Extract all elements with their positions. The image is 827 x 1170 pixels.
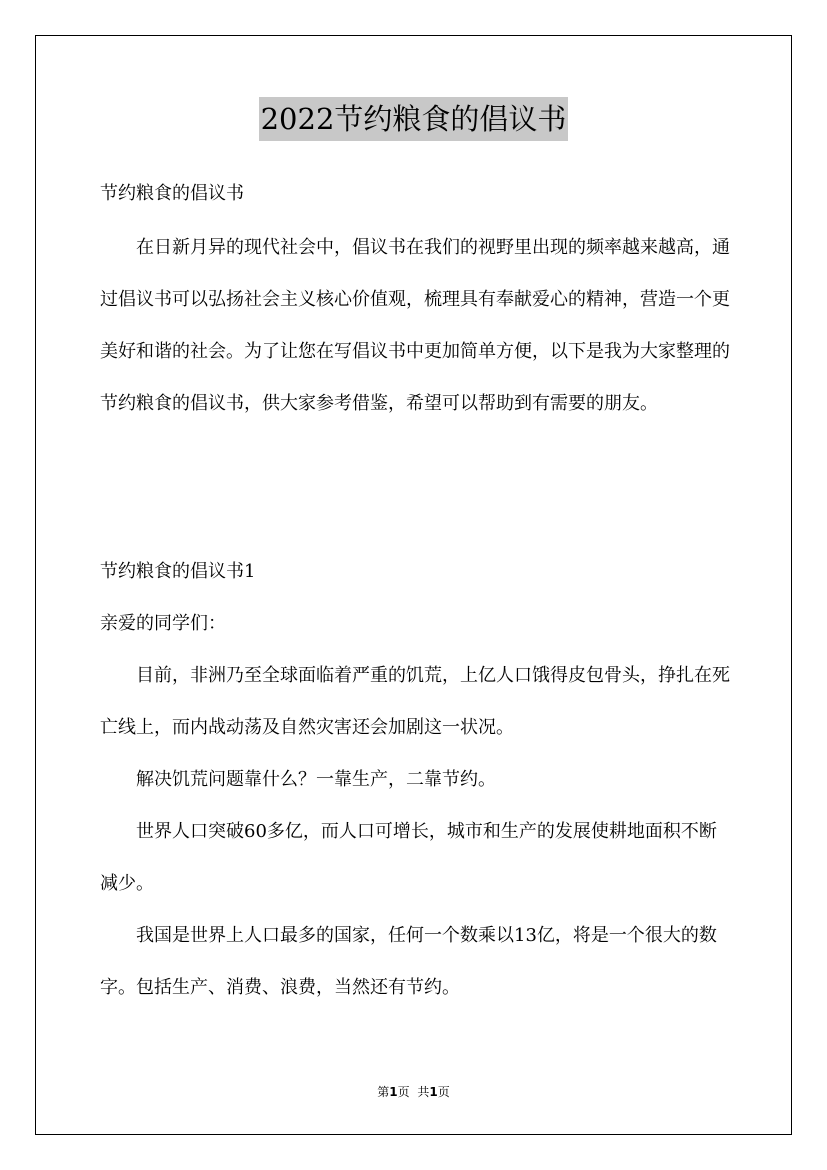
- intro-section: [100, 222, 730, 430]
- page-footer: [0, 1083, 827, 1100]
- section-1: [100, 546, 730, 1014]
- intro-paragraph: 在日新月异的现代社会中，倡议书在我们的视野里出现的频率越来越高，通过倡议书可以弘扬社会主义核心价值观，梳理具有奉献爱心的精神，营造一个更美好和谐的社会。为了让您在写倡议书中更加简单方便，以下是我为大家整理的节约粮食的倡议书，供大家参考借鉴，希望可以帮助到有需要的朋友。: [100, 237, 730, 414]
- paragraph-2: 解决饥荒问题靠什么？一靠生产，二靠节约。: [136, 769, 496, 790]
- section-1-heading: 节约粮食的倡议书1: [100, 561, 256, 582]
- footer-page-prefix: 第: [377, 1085, 390, 1099]
- footer-total-prefix: 共: [417, 1085, 430, 1099]
- footer-total-suffix: 页: [437, 1085, 450, 1099]
- paragraph-1: 目前，非洲乃至全球面临着严重的饥荒，上亿人口饿得皮包骨头，挣扎在死亡线上，而内战动荡及自然灾害还会加剧这一状况。: [100, 665, 730, 738]
- paragraph-3: 世界人口突破60多亿，而人口可增长，城市和生产的发展使耕地面积不断减少。: [100, 821, 717, 894]
- document-title-wrapper: [0, 97, 827, 141]
- document-title: 2022节约粮食的倡议书: [259, 97, 569, 141]
- document-subheading: 节约粮食的倡议书: [100, 183, 244, 204]
- footer-page-suffix: 页: [397, 1085, 410, 1099]
- footer-total-pages: 1: [429, 1085, 438, 1099]
- footer-page-number: 1: [389, 1085, 398, 1099]
- greeting: 亲爱的同学们：: [100, 613, 226, 634]
- paragraph-4: 我国是世界上人口最多的国家，任何一个数乘以13亿，将是一个很大的数字。包括生产、消费、浪费，当然还有节约。: [100, 925, 717, 998]
